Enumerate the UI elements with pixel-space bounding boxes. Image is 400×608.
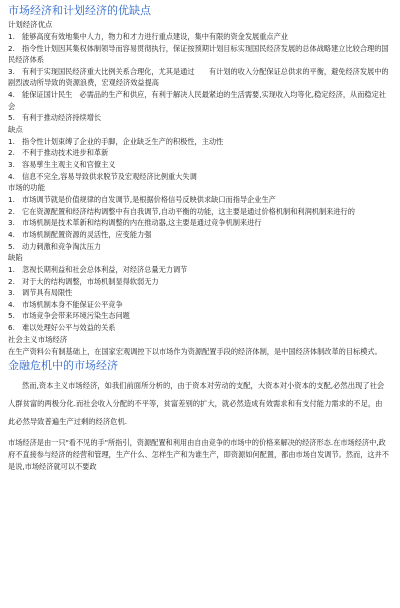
list-item-text: 调节具有局限性 — [22, 288, 73, 298]
list-item — [8, 147, 392, 159]
list-item — [8, 299, 392, 311]
list-item-text: 对于大的结构调整，市场机制显得软弱无力 — [22, 276, 159, 286]
list-item — [8, 206, 392, 218]
list-item-text: 市场机制配置资源的灵活性，应变能力强 — [22, 229, 152, 239]
list-item-number: 1. — [8, 32, 15, 41]
list-item — [8, 136, 392, 148]
list-item — [8, 217, 392, 229]
list-item-text: 指令性计划束缚了企业的手脚，企业缺乏生产的积极性，主动性 — [22, 136, 224, 146]
list-item-text: 动力刺激和竞争淘汰压力 — [22, 241, 102, 251]
document-title: 市场经济和计划经济的优缺点 — [8, 4, 151, 17]
list-item-text: 市场机制是技术革新和结构调整的内在推动器,这主要是通过竞争机制来进行 — [22, 218, 262, 228]
list-item-number: 3. — [8, 66, 15, 76]
list-item — [8, 346, 392, 358]
list-item-text: 信息不完全,容易导致供求脱节及宏观经济比例重大失调 — [22, 171, 197, 181]
list-item — [8, 43, 392, 66]
list-item-number: 1. — [8, 195, 15, 205]
list-item-number: 5. — [8, 311, 15, 321]
list-item-text: 忽视长期利益和社会总体利益，对经济总量无力调节 — [22, 265, 188, 275]
list-item-number: 4. — [8, 171, 15, 181]
list-item-text: 有利于推动经济持续增长 — [22, 113, 102, 123]
list-item-number: 4. — [8, 299, 15, 309]
list-item — [8, 322, 392, 334]
list-item — [8, 276, 392, 288]
list-item — [8, 171, 392, 183]
list-item-text: 指令性计划因其集权体制领导而容易贯彻执行，保证按预期计划目标实现国民经济发展的总体战略建立比较合理的国民经济体系 — [8, 43, 389, 65]
section-heading: 缺点 — [8, 124, 23, 134]
list-item — [8, 31, 392, 43]
list-item — [8, 89, 392, 112]
list-item-number: 1. — [8, 136, 15, 146]
list-item — [8, 194, 392, 206]
list-item-text: 不利于推动技术进步和革新 — [22, 148, 109, 158]
list-item-text: 有利于实现国民经济重大比例关系合理化，尤其是通过 有计划的收入分配保证总供求的平衡，避免经济发展中的剧烈波动所导致的资源浪费，宏观经济效益提高 — [8, 66, 389, 88]
list-item-text: 市场调节就是价值规律的自发调节,是根据价格信号反映供求缺口而指导企业生产 — [22, 195, 276, 205]
list-item — [8, 66, 392, 89]
final-paragraph: 市场经济是由一只"看不见的手"所指引，资源配置和利用由自由竞争的市场中的价格来解决的经济形态.在市场经济中,政府不直接参与经济的经营和管理，生产什么、怎样生产和为谁生产，即资源如何配置，都由市场自发调节。然而，这并不是说,市场经济就可以不要政 — [8, 438, 389, 472]
list-item — [8, 229, 392, 241]
list-item — [8, 310, 392, 322]
list-item-number: 3. — [8, 288, 15, 298]
list-item-text: 能够高度有效地集中人力，物力和才力进行重点建设，集中有限的资金发展重点产业 — [22, 32, 288, 41]
list-item-text: 在生产资料公有制基础上，在国家宏观调控下以市场作为资源配置手段的经济体制，是中国经济体制改革的目标模式。 — [8, 346, 382, 356]
section-heading: 计划经济优点 — [8, 20, 53, 29]
list-item — [8, 264, 392, 276]
list-item — [8, 159, 392, 171]
sections-container — [8, 19, 392, 357]
list-item-number: 2. — [8, 148, 15, 158]
list-item-text: 难以处理好公平与效益的关系 — [22, 323, 116, 333]
list-item — [8, 112, 392, 124]
list-item-number: 3. — [8, 218, 15, 228]
list-item — [8, 241, 392, 253]
crisis-paragraph: 然而,资本主义市场经济，如我们前面所分析的，由于资本对劳动的支配，大资本对小资本的支配,必然出现了社会人群贫富的两极分化.而社会收入分配的不平等，贫富差别的扩大，就必然造成有效需求和有支付能力需求的不足，由此必然导致普遍生产过剩的经济危机. — [8, 381, 385, 427]
section-heading: 社会主义市场经济 — [8, 334, 68, 344]
list-item-number: 1. — [8, 265, 15, 275]
list-item — [8, 287, 392, 299]
section-heading: 市场的功能 — [8, 183, 45, 193]
section-heading: 缺陷 — [8, 253, 23, 263]
list-item-number: 2. — [8, 276, 15, 286]
crisis-title: 金融危机中的市场经济 — [8, 359, 118, 373]
list-item-number: 4. — [8, 89, 15, 99]
list-item-text: 市场机制本身不能保证公平竞争 — [22, 299, 123, 309]
list-item-text: 能保证国计民生 必需品的生产和供应，有利于解决人民最紧迫的生活需要,实现收入均等化,稳定经济，从而稳定社会 — [8, 89, 386, 111]
list-item-number: 5. — [8, 113, 15, 123]
list-item-text: 它在资源配置和经济结构调整中有自我调节,自动平衡的功能，这主要是通过价格机制和利润机制来进行的 — [22, 206, 355, 216]
list-item-number: 2. — [8, 206, 15, 216]
list-item-number: 4. — [8, 229, 15, 239]
list-item-number: 2. — [8, 43, 15, 53]
list-item-number: 6. — [8, 323, 15, 333]
list-item-number: 3. — [8, 159, 15, 169]
list-item-text: 市场竞争会带来环境污染生态问题 — [22, 311, 130, 321]
list-item-number: 5. — [8, 241, 15, 251]
list-item-text: 容易孳生主观主义和官僚主义 — [22, 159, 116, 169]
